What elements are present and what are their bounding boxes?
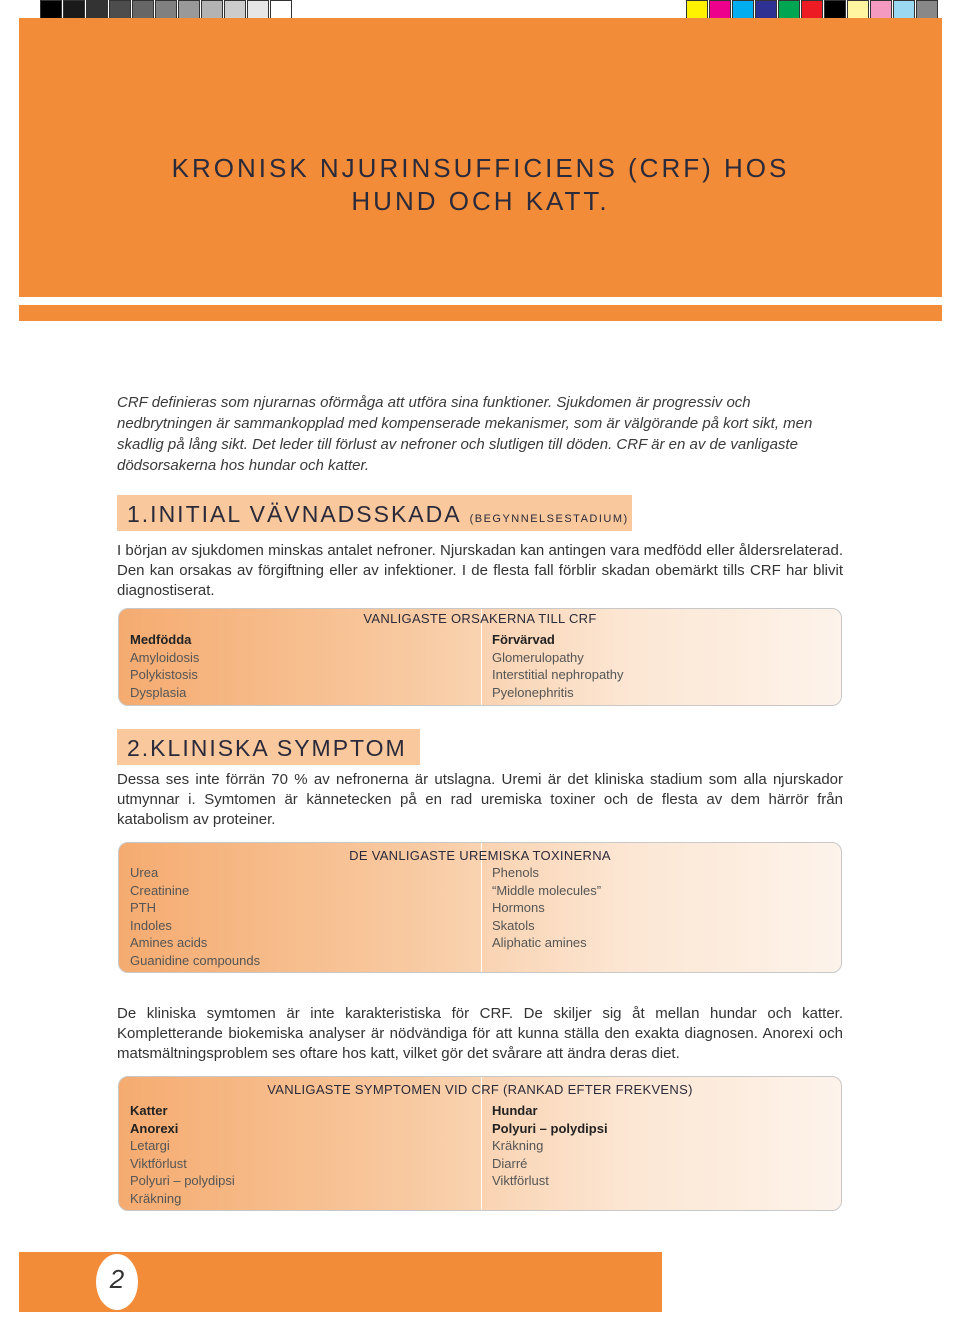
list-item: Phenols (492, 865, 539, 880)
toxins-table (118, 842, 842, 973)
list-item: Pyelonephritis (492, 684, 574, 700)
title-line-2: HUND OCH KATT. (351, 186, 610, 216)
section-2-paragraph: Dessa ses inte förrän 70 % av nefronerna är utslagna. Uremi är det kliniska stadium som alla njurskador utmynnar i. Symtomen är kännetecken på en rad uremiska toxiner och de flesta av dem härrör från katabolism av proteiner. (117, 771, 843, 828)
symptoms-table (118, 1076, 842, 1211)
list-item: Polyuri – polydipsi (492, 1120, 608, 1136)
section-2-heading (117, 729, 420, 765)
toxins-right-column (492, 864, 601, 952)
list-item: Kräkning (130, 1190, 182, 1206)
list-item: Viktförlust (492, 1173, 549, 1188)
symptoms-left-header: Katter (130, 1103, 168, 1118)
symptoms-left-column (130, 1102, 235, 1207)
list-item: Anorexi (130, 1120, 179, 1136)
list-item: Diarré (492, 1155, 528, 1171)
list-item: Amyloidosis (130, 649, 200, 665)
page-number: 2 (109, 1264, 125, 1294)
list-item: Amines acids (130, 935, 208, 950)
toxins-left-column (130, 864, 260, 969)
causes-left-header: Medfödda (130, 632, 192, 647)
section-2-title: 2.KLINISKA SYMPTOM (127, 735, 407, 761)
list-item: Indoles (130, 917, 172, 933)
header-stripe (19, 305, 942, 321)
symptoms-right-column (492, 1102, 608, 1190)
section-1-title: 1.INITIAL VÄVNADSSKADA (127, 501, 462, 527)
list-item: Kräkning (492, 1138, 544, 1153)
list-item: Interstitial nephropathy (492, 667, 624, 682)
list-item: Dysplasia (130, 684, 187, 700)
page-title (19, 152, 942, 218)
list-item: Viktförlust (130, 1155, 187, 1171)
clinical-symptoms-paragraph: De kliniska symtomen är inte karakteristiska för CRF. De skiljer sig åt mellan hundar och katter. Kompletterande biokemiska analyser är nödvändiga för att kunna ställa den exakta diagnosen. Anorexi och matsmältningsproblem ses oftare hos katt, vilket gör det svårare att ändra deras diet. (117, 1005, 843, 1062)
title-line-1: KRONISK NJURINSUFFICIENS (CRF) HOS (171, 153, 790, 183)
toxins-table-title: DE VANLIGASTE UREMISKA TOXINERNA (349, 848, 611, 863)
list-item: Polykistosis (130, 667, 198, 682)
symptoms-table-title: VANLIGASTE SYMPTOMEN VID CRF (RANKAD EFTER FREKVENS) (267, 1082, 693, 1097)
list-item: Creatinine (130, 882, 190, 898)
causes-table-title: VANLIGASTE ORSAKERNA TILL CRF (363, 611, 597, 626)
causes-right-column (492, 631, 624, 701)
list-item: Aliphatic amines (492, 935, 587, 950)
causes-right-header: Förvärvad (492, 632, 555, 647)
causes-table (118, 608, 842, 706)
list-item: Polyuri – polydipsi (130, 1173, 235, 1188)
section-1-heading (117, 495, 632, 531)
list-item: Hormons (492, 900, 545, 915)
list-item: Urea (130, 865, 159, 880)
causes-left-column (130, 631, 199, 701)
list-item: Letargi (130, 1138, 170, 1153)
list-item: Glomerulopathy (492, 649, 584, 665)
list-item: Guanidine compounds (130, 952, 261, 968)
section-1-subtitle: (BEGYNNELSESTADIUM) (469, 513, 629, 525)
list-item: “Middle molecules” (492, 882, 602, 898)
symptoms-right-header: Hundar (492, 1103, 538, 1118)
intro-paragraph: CRF definieras som njurarnas oförmåga att utföra sina funktioner. Sjukdomen är progressiv och nedbrytningen är sammankopplad med kompenserade mekanismer, som är välgörande på kort sikt, men skadlig på lång sikt. Det leder till förlust av nefroner och slutligen till döden. CRF är en av de vanligaste dödsorsakerna hos hundar och katter. (117, 394, 813, 474)
section-1-paragraph: I början av sjukdomen minskas antalet nefroner. Njurskadan kan antingen vara medfödd eller åldersrelaterad. Den kan orsakas av förgiftning eller av infektioner. I de flesta fall förblir skadan obemärkt tills CRF har blivit diagnostiserat. (117, 542, 843, 599)
list-item: PTH (130, 900, 156, 915)
list-item: Skatols (492, 917, 535, 933)
